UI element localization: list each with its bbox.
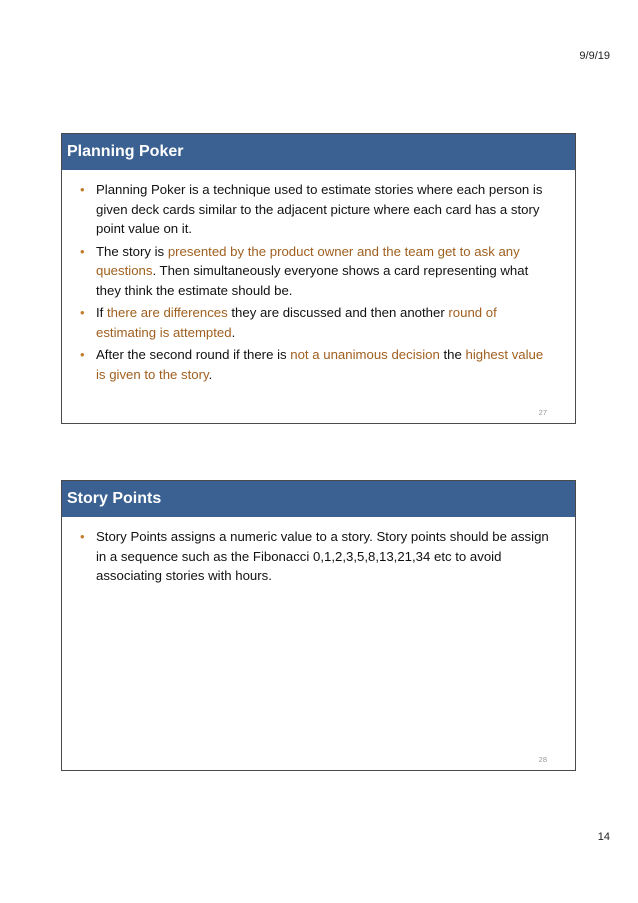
bullet-text: they are discussed and then another (227, 305, 449, 320)
page-number: 14 (597, 831, 610, 843)
bullet-highlight: presented by the product owner and the team get to ask any questions (96, 243, 520, 278)
bullet-text: . (208, 366, 213, 382)
slide-planning-poker (61, 133, 576, 424)
bullet-text: the (439, 347, 466, 362)
bullet-text: Story Points assigns a numeric value to a story. Story points should be assign in a sequence such as the Fibonacci 0,1,2,3,5,8,13,21,34 etc to avoid associating stories with hours. (96, 529, 549, 583)
bullet-icon: • (80, 182, 85, 197)
bullet-icon: • (80, 305, 85, 320)
bullet-highlight: round of estimating is attempted (96, 305, 497, 340)
slide-story-points (61, 480, 576, 771)
bullet-text: Planning Poker is a technique used to estimate stories where each person is given deck cards similar to the adjacent picture where each card has a story point value on it. (96, 182, 543, 236)
bullet-icon: • (80, 347, 85, 362)
bullet-text: The story is (96, 243, 168, 259)
bullet-item (70, 527, 555, 586)
bullet-text: . (231, 324, 236, 340)
bullet-text: After the second round if there is (96, 347, 291, 362)
slide-title: Planning Poker (67, 143, 184, 160)
slide-number: 28 (538, 755, 547, 764)
bullet-text: . Then simultaneously everyone shows a card representing what they think the estimate should be. (96, 263, 529, 298)
bullet-highlight: highest value is given to the story (96, 347, 544, 382)
bullet-text: If (96, 305, 107, 320)
slide-title: Story Points (67, 490, 162, 507)
bullet-highlight: there are differences (107, 305, 228, 320)
bullet-item (70, 303, 555, 342)
slide-title-bar (62, 481, 575, 517)
bullet-list (62, 517, 575, 586)
bullet-item (70, 180, 555, 239)
bullet-icon: • (80, 529, 85, 544)
bullet-highlight: not a unanimous decision (290, 347, 440, 362)
bullet-list (62, 170, 575, 384)
bullet-icon: • (80, 243, 85, 259)
bullet-item (70, 345, 555, 384)
slide-number: 27 (538, 408, 547, 417)
bullet-item (70, 242, 555, 301)
page-date: 9/9/19 (579, 50, 610, 62)
slide-title-bar (62, 134, 575, 170)
